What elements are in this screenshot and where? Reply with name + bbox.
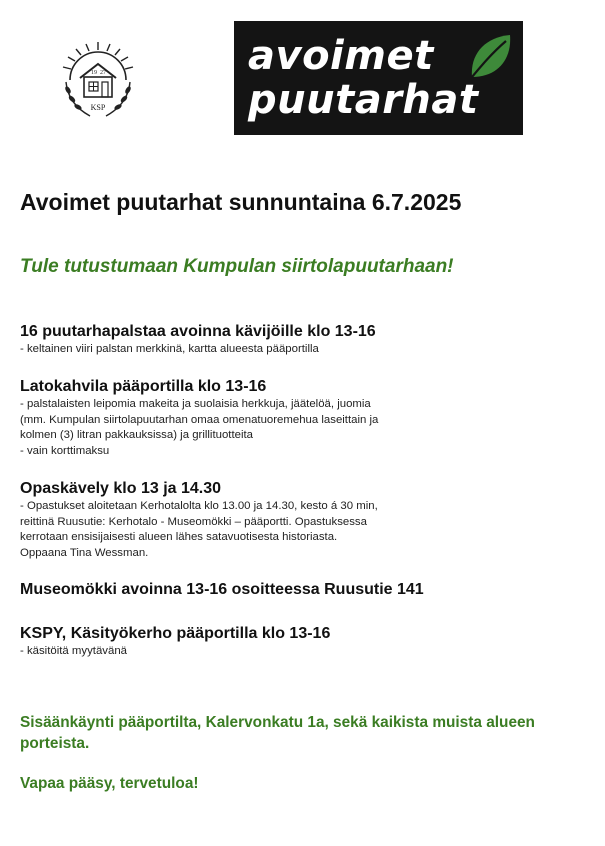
- seal-year-bottom: 27: [100, 70, 106, 76]
- welcome-line: Vapaa pääsy, tervetuloa!: [20, 775, 199, 792]
- invite-line: Tule tutustumaan Kumpulan siirtolapuutarhaan!: [20, 256, 454, 277]
- section-museum-cottage: [20, 580, 590, 600]
- description-line: kolmen (3) litran pakkauksissa) ja grillituotteita: [20, 429, 253, 442]
- ksp-seal-logo: [56, 38, 140, 122]
- section-heading: KSPY, Käsityökerho pääportilla klo 13-16: [20, 625, 331, 642]
- section-open-gardens: [20, 322, 590, 358]
- description-line: - palstalaisten leipomia makeita ja suolaisia herkkuja, jäätelöä, juomia: [20, 398, 371, 410]
- page-title: Avoimet puutarhat sunnuntaina 6.7.2025: [20, 189, 462, 215]
- section-cafe: [20, 377, 590, 459]
- section-description: [20, 342, 590, 358]
- section-description: [20, 499, 590, 561]
- section-heading: 16 puutarhapalstaa avoinna kävijöille klo 13-16: [20, 323, 376, 340]
- section-heading: Opaskävely klo 13 ja 14.30: [20, 480, 222, 497]
- section-heading: Latokahvila pääportilla klo 13-16: [20, 378, 267, 395]
- description-line: (mm. Kumpulan siirtolapuutarhan omaa omenatuoremehua laseittain ja: [20, 413, 379, 426]
- leaf-icon: [466, 31, 514, 83]
- avoimet-puutarhat-banner: [234, 21, 523, 135]
- section-craft-club: [20, 624, 590, 660]
- description-line: kerrotaan ensisijaisesti alueen lähes satavuotisesta historiasta.: [20, 531, 338, 544]
- entrance-info: Sisäänkäynti pääportilta, Kalervonkatu 1a, sekä kaikista muista alueen porteista.: [20, 714, 535, 752]
- section-description: [20, 397, 590, 459]
- seal-year-top: 19: [91, 70, 97, 76]
- description-line: reittinä Ruusutie: Kerhotalo - Museomökki – pääportti. Opastuksessa: [20, 515, 367, 528]
- description-line: Oppaana Tina Wessman.: [20, 546, 149, 559]
- section-heading: Museomökki avoinna 13-16 osoitteessa Ruusutie 141: [20, 581, 424, 598]
- seal-initials: KSP: [90, 103, 106, 112]
- description-line: - Opastukset aloitetaan Kerhotalolta klo 13.00 ja 14.30, kesto á 30 min,: [20, 500, 378, 512]
- description-line: - keltainen viiri palstan merkkinä, kartta alueesta pääportilla: [20, 343, 319, 355]
- description-line: - käsitöitä myytävänä: [20, 645, 127, 657]
- section-description: [20, 644, 590, 660]
- section-guided-walk: [20, 479, 590, 561]
- banner-line1: avoimet: [248, 33, 434, 79]
- banner-line2: puutarhat: [248, 77, 479, 123]
- description-line: - vain korttimaksu: [20, 444, 110, 457]
